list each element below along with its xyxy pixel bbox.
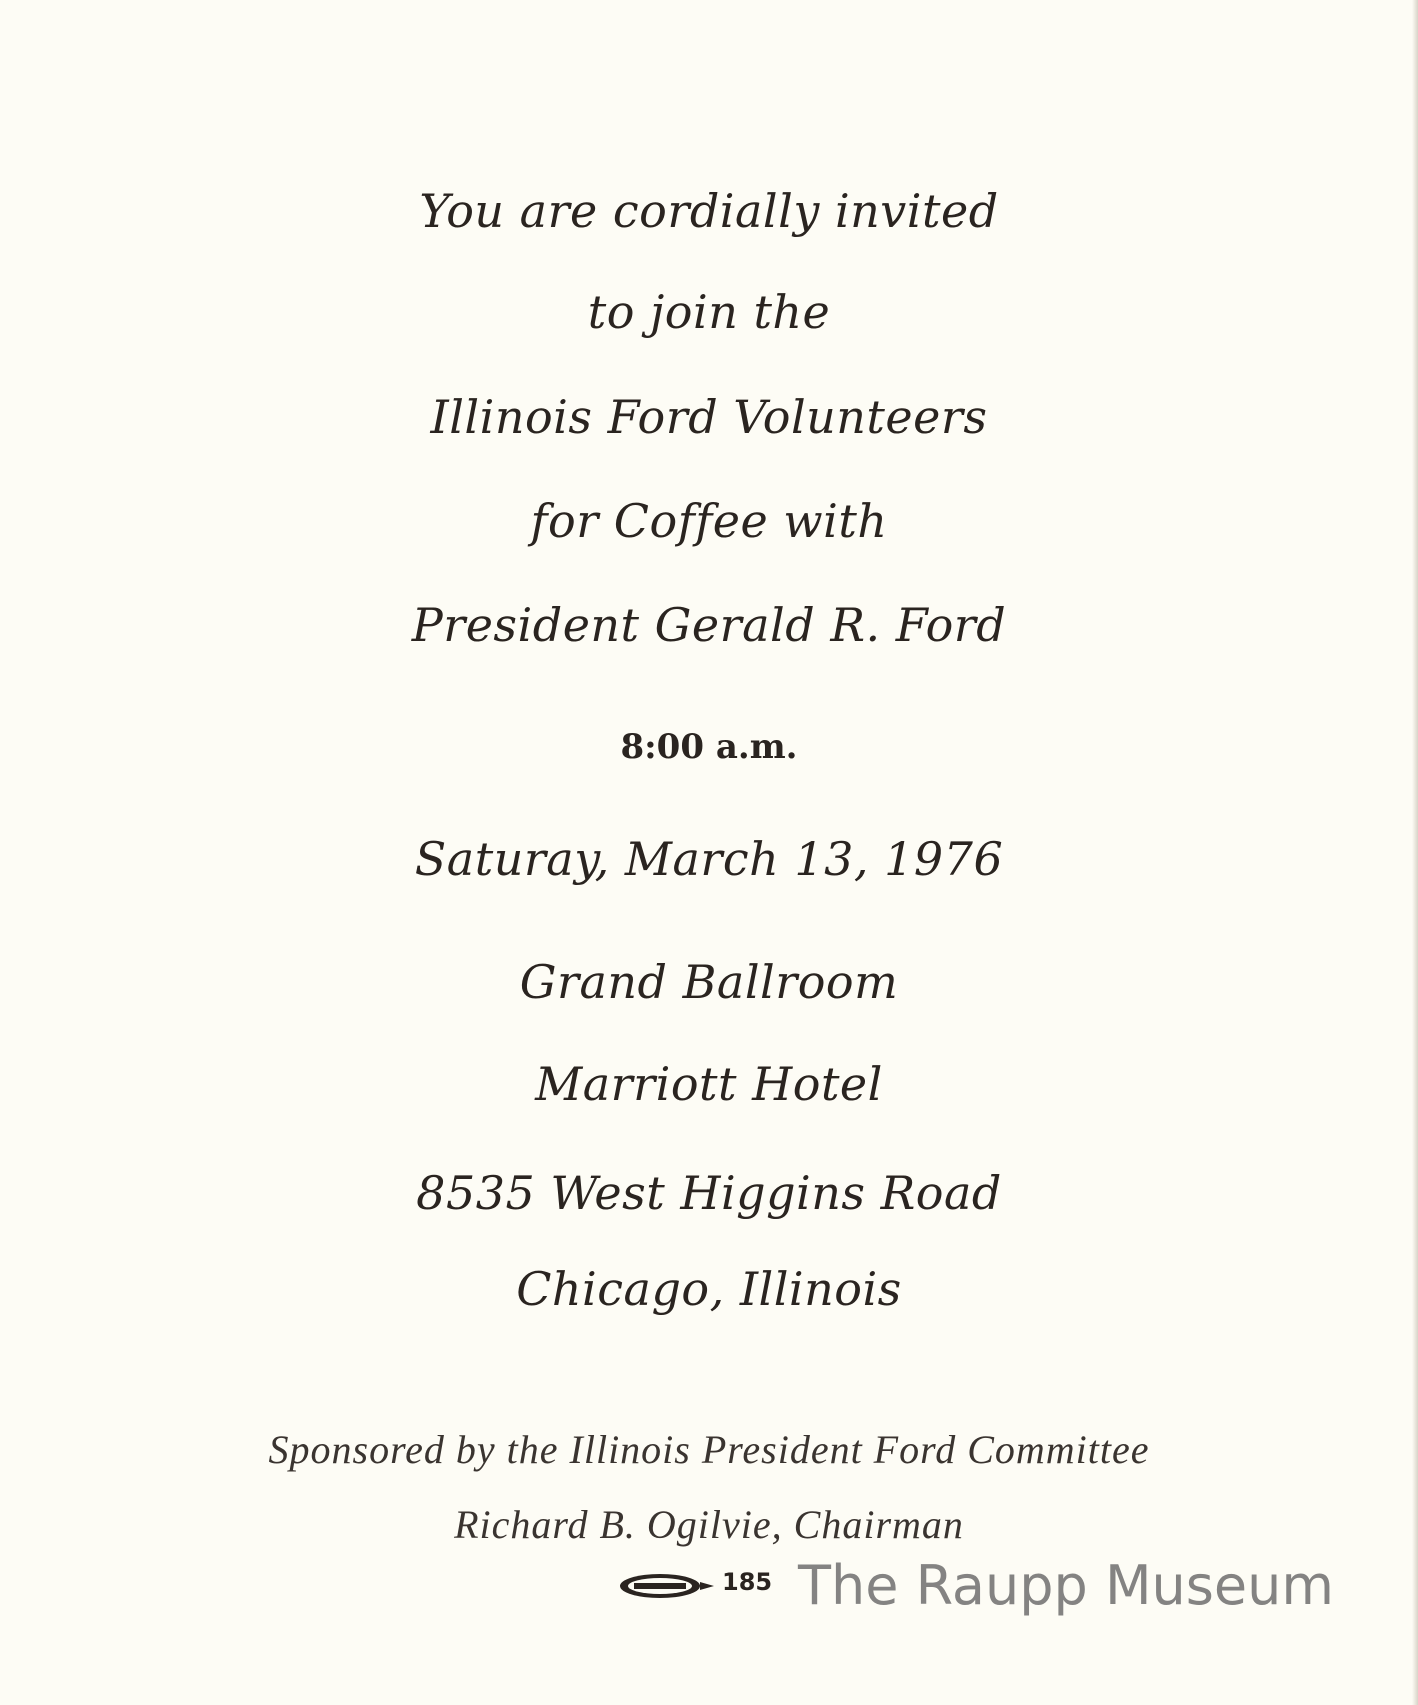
union-label-icon [618,1572,716,1600]
invite-line-2: to join the [587,285,831,339]
invite-line-3: Illinois Ford Volunteers [430,390,988,444]
venue-address: 8535 West Higgins Road [416,1166,1002,1220]
event-date: Saturay, March 13, 1976 [414,832,1004,886]
venue-city: Chicago, Illinois [516,1262,902,1316]
invite-line-1: You are cordially invited [419,184,999,238]
venue-hotel: Marriott Hotel [535,1057,883,1111]
chairman-line: Richard B. Ogilvie, Chairman [454,1502,964,1547]
invite-line-4: for Coffee with [530,494,888,548]
job-number: 185 [722,1568,773,1596]
event-time: 8:00 a.m. [620,727,798,767]
sponsor-line: Sponsored by the Illinois President Ford Committee [268,1427,1150,1472]
museum-watermark: The Raupp Museum [798,1554,1334,1617]
invite-line-5: President Gerald R. Ford [411,598,1007,652]
venue-room: Grand Ballroom [519,955,899,1009]
